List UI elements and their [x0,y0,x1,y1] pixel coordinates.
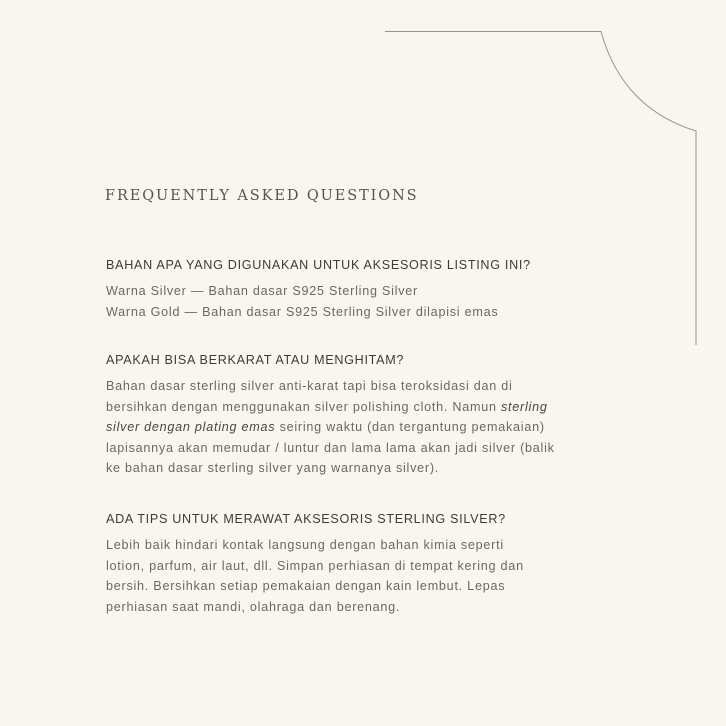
faq-item-tarnish [106,353,566,479]
faq-question: BAHAN APA YANG DIGUNAKAN UNTUK AKSESORIS LISTING INI? [106,258,531,272]
answer-line: Bahan dasar sterling silver anti-karat tapi bisa teroksidasi dan di [106,379,513,393]
faq-item-material [106,258,566,322]
faq-answer [106,535,566,617]
faq-answer [106,281,566,322]
answer-emphasis: sterling [501,399,548,414]
answer-line: bersihkan dengan menggunakan silver polishing cloth. Namun [106,399,501,414]
faq-question: ADA TIPS UNTUK MERAWAT AKSESORIS STERLING SILVER? [106,512,506,526]
answer-line: lotion, parfum, air laut, dll. Simpan perhiasan di tempat kering dan [106,558,524,573]
faq-item-care-tips [106,512,566,617]
answer-line: ke bahan dasar sterling silver yang warnanya silver). [106,461,440,476]
answer-line: bersih. Bersihkan setiap pemakaian dengan kain lembut. Lepas [106,579,506,594]
answer-line: seiring waktu (dan tergantung pemakaian) [275,420,545,435]
answer-emphasis: silver dengan plating emas [106,420,276,435]
faq-answer [106,376,566,479]
page-title: FREQUENTLY ASKED QUESTIONS [105,188,419,204]
answer-line: Warna Gold — Bahan dasar S925 Sterling Silver dilapisi emas [106,304,499,319]
answer-line: Lebih baik hindari kontak langsung dengan bahan kimia seperti [106,538,504,552]
answer-line: lapisannya akan memudar / luntur dan lama lama akan jadi silver (balik [106,440,555,455]
answer-line: perhiasan saat mandi, olahraga dan berenang. [106,599,401,614]
answer-line: Warna Silver — Bahan dasar S925 Sterling Silver [106,284,418,298]
faq-question: APAKAH BISA BERKARAT ATAU MENGHITAM? [106,353,405,367]
